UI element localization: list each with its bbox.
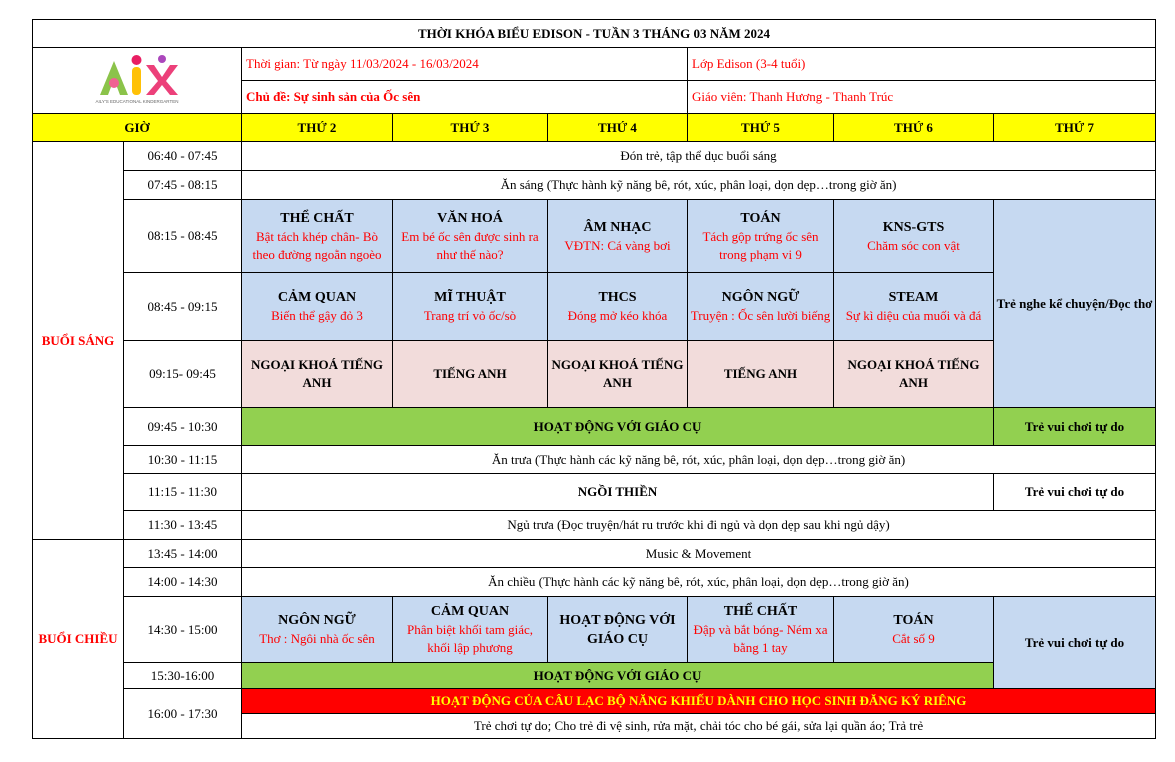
topic: Chủ đề: Sự sinh sản của Ốc sên bbox=[242, 81, 688, 114]
lesson-subject: KNS-GTS bbox=[882, 219, 945, 235]
lesson-desc: VĐTN: Cá vàng bơi bbox=[564, 237, 671, 253]
time-cell: 10:30 - 11:15 bbox=[124, 446, 242, 474]
free-play: Trẻ vui chơi tự do bbox=[994, 597, 1156, 689]
saturday-story: Trẻ nghe kể chuyện/Đọc thơ bbox=[994, 200, 1156, 408]
session-morning: BUỔI SÁNG bbox=[33, 142, 124, 540]
english-cell: NGOẠI KHOÁ TIẾNG ANH bbox=[834, 341, 994, 408]
time-cell: 08:15 - 08:45 bbox=[124, 200, 242, 273]
nap-row: Ngủ trưa (Đọc truyện/hát ru trước khi đi ngủ và dọn dẹp sau khi ngủ dậy) bbox=[242, 511, 1156, 540]
lesson-subject: THCS bbox=[598, 290, 637, 305]
lesson-cell bbox=[688, 200, 834, 273]
teachers: Giáo viên: Thanh Hương - Thanh Trúc bbox=[688, 81, 1156, 114]
lesson-cell bbox=[242, 200, 393, 273]
material-activity: HOẠT ĐỘNG VỚI GIÁO CỤ bbox=[242, 663, 994, 689]
time-cell: 11:30 - 13:45 bbox=[124, 511, 242, 540]
lesson-desc: Bật tách khép chân- Bò theo đường ngoằn ngoèo bbox=[252, 228, 382, 262]
lesson-cell bbox=[834, 200, 994, 273]
lesson-cell bbox=[393, 597, 548, 663]
lesson-desc: Em bé ốc sên được sinh ra như thế nào? bbox=[401, 228, 539, 262]
lesson-subject: TOÁN bbox=[893, 613, 934, 628]
lesson-subject: NGÔN NGỮ bbox=[721, 290, 800, 305]
english-cell: TIẾNG ANH bbox=[688, 341, 834, 408]
lesson-cell bbox=[393, 273, 548, 341]
time-cell: 14:00 - 14:30 bbox=[124, 568, 242, 597]
lesson-desc: Tách gộp trứng ốc sên trong phạm vi 9 bbox=[702, 228, 819, 262]
time-cell: 08:45 - 09:15 bbox=[124, 273, 242, 341]
lesson-desc: Sự kì diệu của muối và đá bbox=[845, 308, 982, 323]
lesson-desc: Biến thể gậy đỏ 3 bbox=[271, 308, 363, 323]
breakfast-row: Ăn sáng (Thực hành kỹ năng bê, rót, xúc, phân loại, dọn dẹp…trong giờ ăn) bbox=[242, 171, 1156, 200]
time-cell: 09:45 - 10:30 bbox=[124, 408, 242, 446]
lesson-desc: Truyện : Ốc sên lười biếng bbox=[690, 308, 831, 323]
lesson-subject: TOÁN bbox=[740, 210, 781, 226]
lesson-subject: ÂM NHẠC bbox=[583, 219, 652, 235]
timetable bbox=[32, 19, 1156, 739]
lesson-subject: THỂ CHẤT bbox=[280, 210, 354, 226]
english-cell: NGOẠI KHOÁ TIẾNG ANH bbox=[242, 341, 393, 408]
lesson-subject: THỂ CHẤT bbox=[723, 604, 798, 619]
col-tue: THỨ 3 bbox=[393, 114, 548, 142]
col-time: GIỜ bbox=[33, 114, 242, 142]
school-logo bbox=[33, 48, 242, 114]
time-cell: 15:30-16:00 bbox=[124, 663, 242, 689]
col-wed: THỨ 4 bbox=[548, 114, 688, 142]
english-cell: NGOẠI KHOÁ TIẾNG ANH bbox=[548, 341, 688, 408]
col-fri: THỨ 6 bbox=[834, 114, 994, 142]
lesson-cell bbox=[834, 273, 994, 341]
lesson-desc: Cắt số 9 bbox=[892, 631, 935, 646]
lesson-desc: Phân biệt khối tam giác, khối lập phương bbox=[406, 622, 533, 655]
lesson-cell bbox=[393, 200, 548, 273]
col-thu: THỨ 5 bbox=[688, 114, 834, 142]
lesson-desc: Thơ : Ngôi nhà ốc sên bbox=[259, 631, 375, 646]
lesson-subject: STEAM bbox=[888, 290, 939, 305]
lunch-row: Ăn trưa (Thực hành các kỹ năng bê, rót, xúc, phân loại, dọn dẹp…trong giờ ăn) bbox=[242, 446, 1156, 474]
arrival-row: Đón trẻ, tập thể dục buổi sáng bbox=[242, 142, 1156, 171]
lesson-desc: Đóng mở kéo khóa bbox=[567, 308, 668, 323]
col-sat: THỨ 7 bbox=[994, 114, 1156, 142]
lesson-subject: CẢM QUAN bbox=[277, 290, 357, 305]
lesson-subject: MĨ THUẬT bbox=[434, 290, 506, 305]
lesson-cell bbox=[548, 273, 688, 341]
club-banner: HOẠT ĐỘNG CỦA CÂU LẠC BỘ NĂNG KHIẾU DÀNH CHO HỌC SINH ĐĂNG KÝ RIÊNG bbox=[242, 689, 1156, 714]
aiky-logo-icon bbox=[92, 53, 182, 109]
lesson-desc: Đập và bắt bóng- Ném xa bằng 1 tay bbox=[693, 622, 828, 655]
dismissal-row: Trẻ chơi tự do; Cho trẻ đi vệ sinh, rửa mặt, chải tóc cho bé gái, sửa lại quần áo; Trả trẻ bbox=[242, 714, 1156, 739]
lesson-cell bbox=[548, 597, 688, 663]
time-cell: 11:15 - 11:30 bbox=[124, 474, 242, 511]
page-title: THỜI KHÓA BIỂU EDISON - TUẦN 3 THÁNG 03 NĂM 2024 bbox=[33, 20, 1156, 48]
material-activity: HOẠT ĐỘNG VỚI GIÁO CỤ bbox=[242, 408, 994, 446]
meditation-row: NGỒI THIỀN bbox=[242, 474, 994, 511]
lesson-subject: CẢM QUAN bbox=[430, 604, 510, 619]
time-cell: 13:45 - 14:00 bbox=[124, 540, 242, 568]
lesson-cell bbox=[688, 273, 834, 341]
free-play: Trẻ vui chơi tự do bbox=[994, 408, 1156, 446]
music-row: Music & Movement bbox=[242, 540, 1156, 568]
lesson-subject: VĂN HOÁ bbox=[437, 210, 503, 226]
time-range: Thời gian: Từ ngày 11/03/2024 - 16/03/2024 bbox=[242, 48, 688, 81]
lesson-desc: Trang trí vỏ ốc/sò bbox=[423, 308, 517, 323]
free-play: Trẻ vui chơi tự do bbox=[994, 474, 1156, 511]
logo-caption: AILY'S EDUCATIONAL KINDERGARTEN bbox=[95, 98, 179, 104]
lesson-desc: Chăm sóc con vật bbox=[867, 237, 960, 253]
time-cell: 09:15- 09:45 bbox=[124, 341, 242, 408]
time-cell: 16:00 - 17:30 bbox=[124, 689, 242, 739]
english-cell: TIẾNG ANH bbox=[393, 341, 548, 408]
time-cell: 14:30 - 15:00 bbox=[124, 597, 242, 663]
lesson-cell bbox=[242, 273, 393, 341]
class-name: Lớp Edison (3-4 tuổi) bbox=[688, 48, 1156, 81]
time-cell: 06:40 - 07:45 bbox=[124, 142, 242, 171]
col-mon: THỨ 2 bbox=[242, 114, 393, 142]
lesson-subject: NGÔN NGỮ bbox=[278, 613, 356, 628]
lesson-subject: HOẠT ĐỘNG VỚI GIÁO CỤ bbox=[559, 612, 676, 647]
time-cell: 07:45 - 08:15 bbox=[124, 171, 242, 200]
lesson-cell bbox=[548, 200, 688, 273]
session-afternoon: BUỔI CHIỀU bbox=[33, 540, 124, 739]
lesson-cell bbox=[242, 597, 393, 663]
snack-row: Ăn chiều (Thực hành các kỹ năng bê, rót, xúc, phân loại, dọn dẹp…trong giờ ăn) bbox=[242, 568, 1156, 597]
lesson-cell bbox=[834, 597, 994, 663]
lesson-cell bbox=[688, 597, 834, 663]
